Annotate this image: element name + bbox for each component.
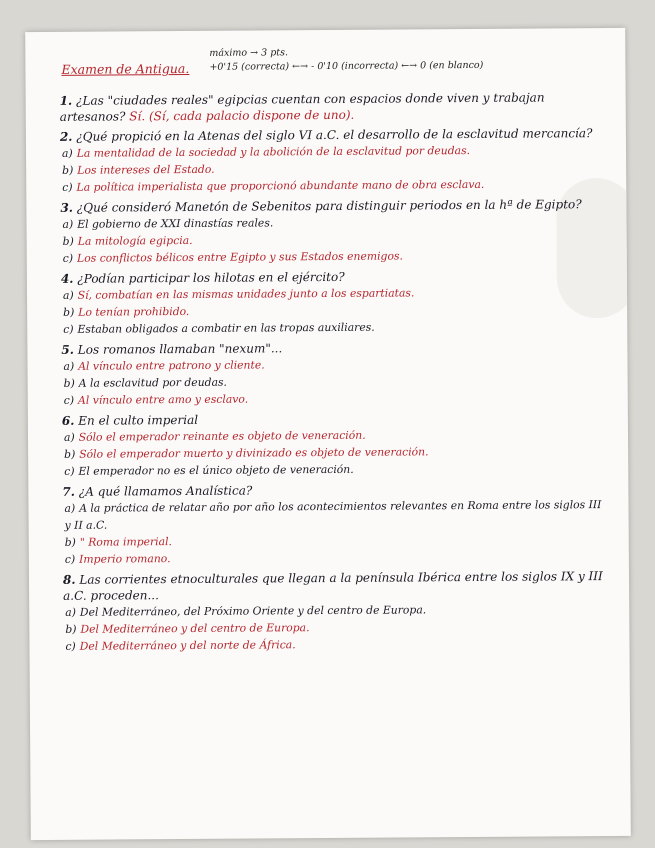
- question-prompt: ¿Las "ciudades reales" egipcias cuentan con espacios donde viven y trabajan artesanos?: [59, 90, 545, 124]
- option-letter: c): [63, 322, 74, 336]
- option-letter: a): [63, 359, 75, 373]
- exam-header: [59, 42, 605, 90]
- question-block: [60, 89, 606, 125]
- option-letter: b): [62, 163, 74, 177]
- option-letter: b): [65, 622, 77, 636]
- option-text: Estaban obligados a combatir en las tropas auxiliares.: [77, 320, 375, 336]
- question-list: [60, 89, 610, 655]
- option-letter: c): [64, 552, 76, 566]
- question-prompt: Las corrientes etnoculturales que llegan a la península Ibérica entre los siglos IX y III a.C. proceden...: [63, 569, 603, 603]
- option-letter: b): [64, 535, 76, 549]
- option-text: Del Mediterráneo, del Próximo Oriente y del centro de Europa.: [79, 603, 427, 619]
- answer-option: [64, 459, 608, 480]
- question-number: 5.: [61, 342, 74, 357]
- option-letter: b): [64, 447, 76, 461]
- question-prompt: ¿Qué propició en la Atenas del siglo VI a.C. el desarrollo de la esclavitud mercancía?: [76, 126, 593, 144]
- option-letter: a): [61, 146, 73, 160]
- option-text: Al vínculo entre patrono y cliente.: [78, 358, 265, 373]
- option-text: " Roma imperial.: [79, 535, 172, 549]
- question-answer: Sí. (Sí, cada palacio dispone de uno).: [129, 107, 355, 124]
- option-letter: c): [65, 639, 76, 653]
- option-letter: b): [62, 234, 74, 248]
- question-block: [63, 568, 610, 655]
- scoring-rules: [209, 45, 483, 75]
- question-block: [60, 196, 606, 267]
- option-text: La política imperialista que proporcionó abundante mano de obra esclava.: [76, 177, 485, 194]
- option-text: Sí, combatían en las mismas unidades junto a los espartiatas.: [77, 286, 415, 302]
- option-letter: c): [63, 393, 75, 407]
- option-letter: b): [63, 305, 75, 319]
- exam-title: Examen de Antigua.: [61, 60, 190, 77]
- option-text: Imperio romano.: [79, 552, 171, 566]
- option-text: El gobierno de XXI dinastías reales.: [77, 216, 274, 231]
- question-block: [60, 125, 606, 196]
- question-text: [63, 568, 609, 604]
- question-number: 7.: [62, 484, 75, 499]
- option-letter: a): [62, 217, 74, 231]
- option-letter: a): [64, 501, 76, 515]
- answer-option: [65, 634, 609, 655]
- option-letter: a): [65, 605, 76, 619]
- question-number: 1.: [59, 93, 73, 108]
- answer-option: [63, 317, 607, 338]
- question-number: 2.: [59, 129, 73, 144]
- question-prompt: ¿A qué llamamos Analística?: [78, 483, 253, 499]
- scoring-points: +0'15 (correcta) ←→ - 0'10 (incorrecta) ←→ 0 (en blanco): [209, 59, 484, 73]
- question-prompt: Los romanos llamaban "nexum"...: [77, 341, 283, 357]
- option-text: Los intereses del Estado.: [77, 162, 215, 177]
- question-block: [61, 338, 607, 409]
- answer-option: [65, 547, 609, 568]
- question-number: 8.: [62, 572, 76, 587]
- option-letter: c): [62, 180, 73, 194]
- question-prompt: ¿Qué consideró Manetón de Sebenitos para distinguir periodos en la hª de Egipto?: [76, 197, 582, 215]
- option-letter: a): [63, 430, 75, 444]
- question-number: 6.: [61, 413, 75, 428]
- option-text: A la práctica de relatar año por año los acontecimientos relevantes en Roma entre los siglos III y II a.C.: [64, 498, 602, 532]
- option-text: Del Mediterráneo y del centro de Europa.: [80, 621, 310, 636]
- answer-option: [63, 246, 607, 267]
- answer-option: [62, 175, 606, 196]
- question-block: [61, 267, 607, 338]
- option-text: Del Mediterráneo y del norte de África.: [79, 638, 296, 653]
- option-letter: a): [62, 288, 74, 302]
- option-letter: b): [63, 376, 75, 390]
- option-text: Lo tenían prohibido.: [78, 304, 190, 319]
- question-prompt: En el culto imperial: [78, 412, 199, 428]
- exam-sheet: [25, 28, 631, 840]
- question-text: [60, 89, 606, 125]
- option-letter: c): [62, 251, 74, 265]
- option-text: Sólo el emperador reinante es objeto de veneración.: [78, 428, 366, 444]
- option-text: La mentalidad de la sociedad y la abolición de la esclavitud por deudas.: [76, 144, 471, 160]
- question-block: [62, 480, 609, 568]
- option-text: Los conflictos bélicos entre Egipto y sus Estados enemigos.: [76, 249, 403, 265]
- answer-option: [64, 388, 608, 409]
- question-prompt: ¿Podían participar los hilotas en el ejército?: [77, 269, 345, 286]
- option-text: A la esclavitud por deudas.: [78, 375, 228, 390]
- option-text: La mitología egipcia.: [77, 233, 193, 248]
- answer-option: [64, 496, 608, 534]
- option-text: Al vínculo entre amo y esclavo.: [77, 392, 249, 407]
- option-text: Sólo el emperador muerto y divinizado es objeto de veneración.: [79, 445, 429, 461]
- question-block: [62, 409, 608, 480]
- scoring-max: máximo → 3 pts.: [209, 47, 289, 59]
- question-number: 3.: [60, 200, 73, 215]
- exam-content: [59, 42, 609, 659]
- option-letter: c): [64, 464, 75, 478]
- option-text: El emperador no es el único objeto de veneración.: [78, 462, 354, 478]
- question-number: 4.: [60, 271, 74, 286]
